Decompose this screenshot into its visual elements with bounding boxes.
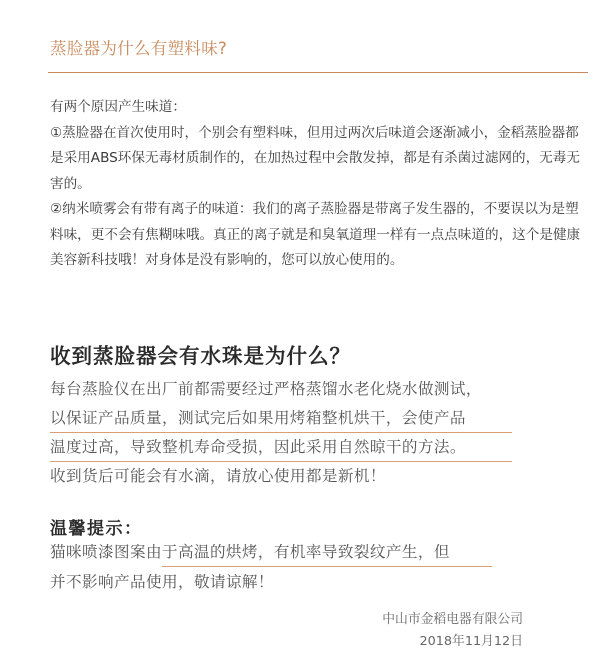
tips-line-1-underline bbox=[162, 566, 492, 567]
section1-divider bbox=[48, 72, 588, 73]
signature-date: 2018年11月12日 bbox=[419, 634, 523, 649]
tips-line-1 bbox=[50, 541, 590, 571]
tips-line-2 bbox=[50, 571, 590, 601]
section2-line-4 bbox=[50, 465, 590, 494]
section2-line-1 bbox=[50, 378, 590, 407]
section2-line-4-text: 收到货后可能会有水滴，请放心使用都是新机！ bbox=[50, 467, 386, 485]
section2-line-3-underline bbox=[50, 461, 512, 462]
section1-title: 蒸脸器为什么有塑料味? bbox=[50, 39, 228, 58]
tips-body bbox=[50, 541, 590, 601]
section2-line-2-underline bbox=[50, 432, 512, 433]
signature-company: 中山市金稻电器有限公司 bbox=[382, 612, 523, 627]
section2-line-2 bbox=[50, 407, 590, 436]
section1-paragraph-reason-1: ①蒸脸器在首次使用时，个别会有塑料味，但用过两次后味道会逐渐减小，金稻蒸脸器都是采用ABS环保无毒材质制作的，在加热过程中会散发掉，都是有杀菌过滤网的，无毒无害的。 bbox=[50, 124, 580, 192]
section2-line-1-text: 每台蒸脸仪在出厂前都需要经过严格蒸馏水老化烧水做测试， bbox=[50, 380, 482, 398]
signature-block bbox=[382, 609, 523, 653]
section2-line-3 bbox=[50, 436, 590, 465]
tips-line-1-text: 猫咪喷漆图案由于高温的烘烤，有机率导致裂纹产生，但 bbox=[50, 543, 450, 561]
tips-title: 温馨提示： bbox=[50, 519, 143, 539]
section2-line-3-text: 温度过高，导致整机寿命受损，因此采用自然晾干的方法。 bbox=[50, 438, 466, 456]
section2-line-2-text: 以保证产品质量，测试完后如果用烤箱整机烘干，会使产品 bbox=[50, 409, 466, 427]
tips-line-2-text: 并不影响产品使用，敬请谅解！ bbox=[50, 573, 274, 591]
section2-body bbox=[50, 378, 590, 494]
section2-title: 收到蒸脸器会有水珠是为什么？ bbox=[50, 344, 351, 368]
section1-paragraph-reason-2: ②纳米喷雾会有带有离子的味道：我们的离子蒸脸器是带离子发生器的，不要误以为是塑料味，更不会有焦糊味哦。真正的离子就是和臭氧道理一样有一点点味道的，这个是健康美容新科技哦！对身体是没有影响的，您可以放心使用的。 bbox=[50, 201, 581, 268]
section1-paragraph-intro: 有两个原因产生味道： bbox=[50, 99, 186, 115]
section1-body bbox=[50, 95, 590, 274]
